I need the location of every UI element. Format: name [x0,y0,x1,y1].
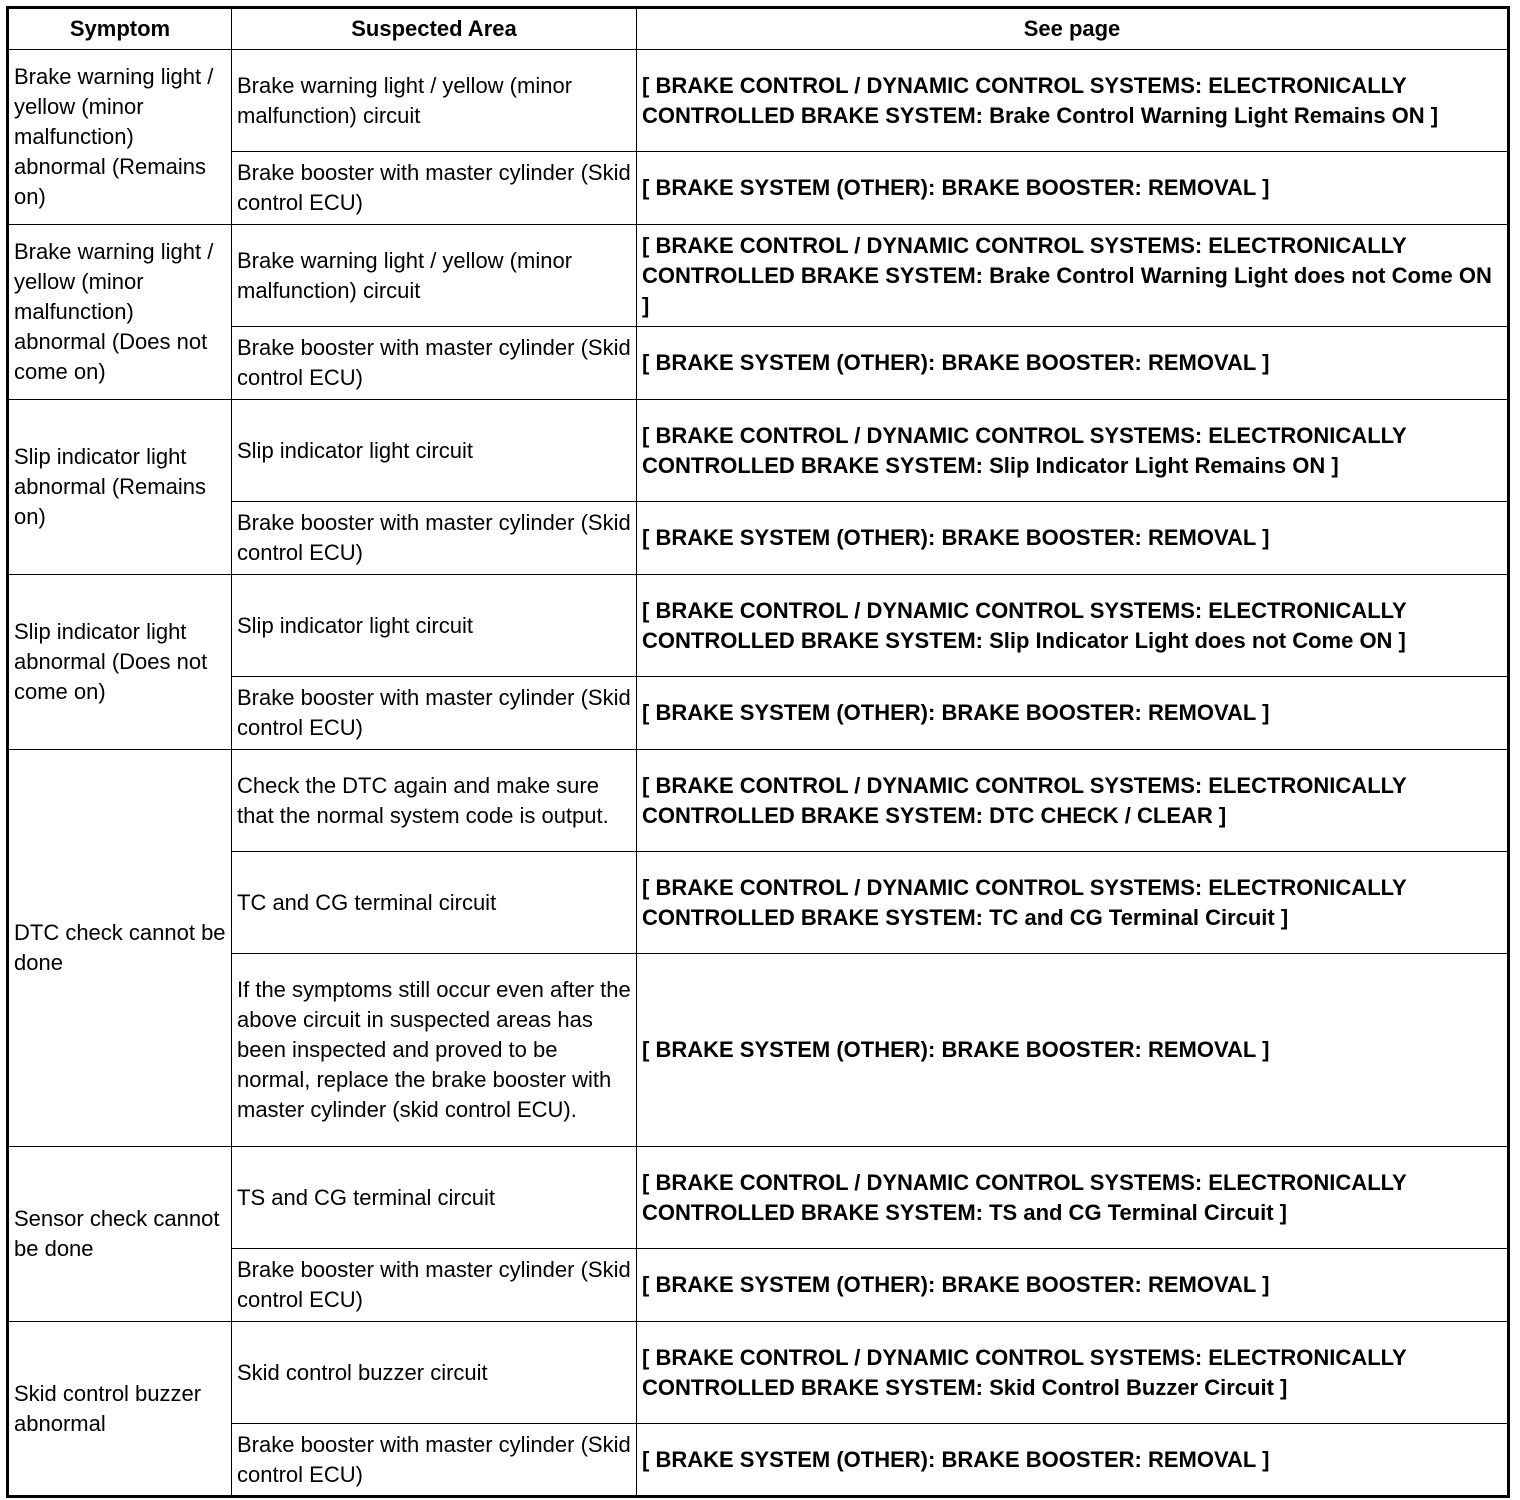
suspected-area-cell: Brake booster with master cylinder (Skid control ECU) [232,152,637,225]
table-row [8,225,1509,327]
see-page-link[interactable]: [ BRAKE CONTROL / DYNAMIC CONTROL SYSTEMS: ELECTRONICALLY CONTROLLED BRAKE SYSTEM: Brake Control Warning Light does not Come ON ] [637,225,1509,327]
suspected-area-cell: If the symptoms still occur even after the above circuit in suspected areas has been inspected and proved to be normal, replace the brake booster with master cylinder (skid control ECU). [232,954,637,1147]
table-row [8,1424,1509,1497]
suspected-area-cell: TS and CG terminal circuit [232,1147,637,1249]
see-page-link[interactable]: [ BRAKE SYSTEM (OTHER): BRAKE BOOSTER: REMOVAL ] [637,152,1509,225]
symptom-cell: Brake warning light / yellow (minor malfunction) abnormal (Does not come on) [8,225,232,400]
see-page-link[interactable]: [ BRAKE SYSTEM (OTHER): BRAKE BOOSTER: REMOVAL ] [637,1424,1509,1497]
table-row [8,954,1509,1147]
table-row [8,400,1509,502]
symptom-table [6,6,1510,1498]
header-symptom: Symptom [8,8,232,50]
see-page-link[interactable]: [ BRAKE CONTROL / DYNAMIC CONTROL SYSTEMS: ELECTRONICALLY CONTROLLED BRAKE SYSTEM: TC and CG Terminal Circuit ] [637,852,1509,954]
table-row [8,575,1509,677]
symptom-cell: Sensor check cannot be done [8,1147,232,1322]
suspected-area-cell: Slip indicator light circuit [232,575,637,677]
see-page-link[interactable]: [ BRAKE CONTROL / DYNAMIC CONTROL SYSTEMS: ELECTRONICALLY CONTROLLED BRAKE SYSTEM: Brake Control Warning Light Remains ON ] [637,50,1509,152]
table-row [8,750,1509,852]
table-row [8,677,1509,750]
see-page-link[interactable]: [ BRAKE SYSTEM (OTHER): BRAKE BOOSTER: REMOVAL ] [637,954,1509,1147]
suspected-area-cell: Check the DTC again and make sure that the normal system code is output. [232,750,637,852]
suspected-area-cell: Brake booster with master cylinder (Skid control ECU) [232,677,637,750]
suspected-area-cell: Slip indicator light circuit [232,400,637,502]
symptom-cell: Slip indicator light abnormal (Does not come on) [8,575,232,750]
symptom-cell: DTC check cannot be done [8,750,232,1147]
table-row [8,1249,1509,1322]
see-page-link[interactable]: [ BRAKE SYSTEM (OTHER): BRAKE BOOSTER: REMOVAL ] [637,327,1509,400]
header-row [8,8,1509,50]
header-suspected-area: Suspected Area [232,8,637,50]
suspected-area-cell: Brake booster with master cylinder (Skid control ECU) [232,502,637,575]
suspected-area-cell: Brake warning light / yellow (minor malfunction) circuit [232,50,637,152]
table-body [8,50,1509,1497]
table-row [8,1322,1509,1424]
table-row [8,152,1509,225]
suspected-area-cell: Brake booster with master cylinder (Skid control ECU) [232,1249,637,1322]
table-row [8,327,1509,400]
symptom-cell: Skid control buzzer abnormal [8,1322,232,1497]
header-see-page: See page [637,8,1509,50]
table-row [8,502,1509,575]
suspected-area-cell: Skid control buzzer circuit [232,1322,637,1424]
see-page-link[interactable]: [ BRAKE CONTROL / DYNAMIC CONTROL SYSTEMS: ELECTRONICALLY CONTROLLED BRAKE SYSTEM: TS and CG Terminal Circuit ] [637,1147,1509,1249]
see-page-link[interactable]: [ BRAKE SYSTEM (OTHER): BRAKE BOOSTER: REMOVAL ] [637,1249,1509,1322]
table-row [8,50,1509,152]
see-page-link[interactable]: [ BRAKE SYSTEM (OTHER): BRAKE BOOSTER: REMOVAL ] [637,502,1509,575]
suspected-area-cell: Brake booster with master cylinder (Skid control ECU) [232,1424,637,1497]
see-page-link[interactable]: [ BRAKE CONTROL / DYNAMIC CONTROL SYSTEMS: ELECTRONICALLY CONTROLLED BRAKE SYSTEM: Skid Control Buzzer Circuit ] [637,1322,1509,1424]
suspected-area-cell: Brake warning light / yellow (minor malfunction) circuit [232,225,637,327]
symptom-cell: Slip indicator light abnormal (Remains on) [8,400,232,575]
see-page-link[interactable]: [ BRAKE CONTROL / DYNAMIC CONTROL SYSTEMS: ELECTRONICALLY CONTROLLED BRAKE SYSTEM: Slip Indicator Light does not Come ON ] [637,575,1509,677]
symptom-cell: Brake warning light / yellow (minor malfunction) abnormal (Remains on) [8,50,232,225]
see-page-link[interactable]: [ BRAKE CONTROL / DYNAMIC CONTROL SYSTEMS: ELECTRONICALLY CONTROLLED BRAKE SYSTEM: DTC CHECK / CLEAR ] [637,750,1509,852]
suspected-area-cell: TC and CG terminal circuit [232,852,637,954]
see-page-link[interactable]: [ BRAKE CONTROL / DYNAMIC CONTROL SYSTEMS: ELECTRONICALLY CONTROLLED BRAKE SYSTEM: Slip Indicator Light Remains ON ] [637,400,1509,502]
table-row [8,852,1509,954]
table-row [8,1147,1509,1249]
see-page-link[interactable]: [ BRAKE SYSTEM (OTHER): BRAKE BOOSTER: REMOVAL ] [637,677,1509,750]
suspected-area-cell: Brake booster with master cylinder (Skid control ECU) [232,327,637,400]
